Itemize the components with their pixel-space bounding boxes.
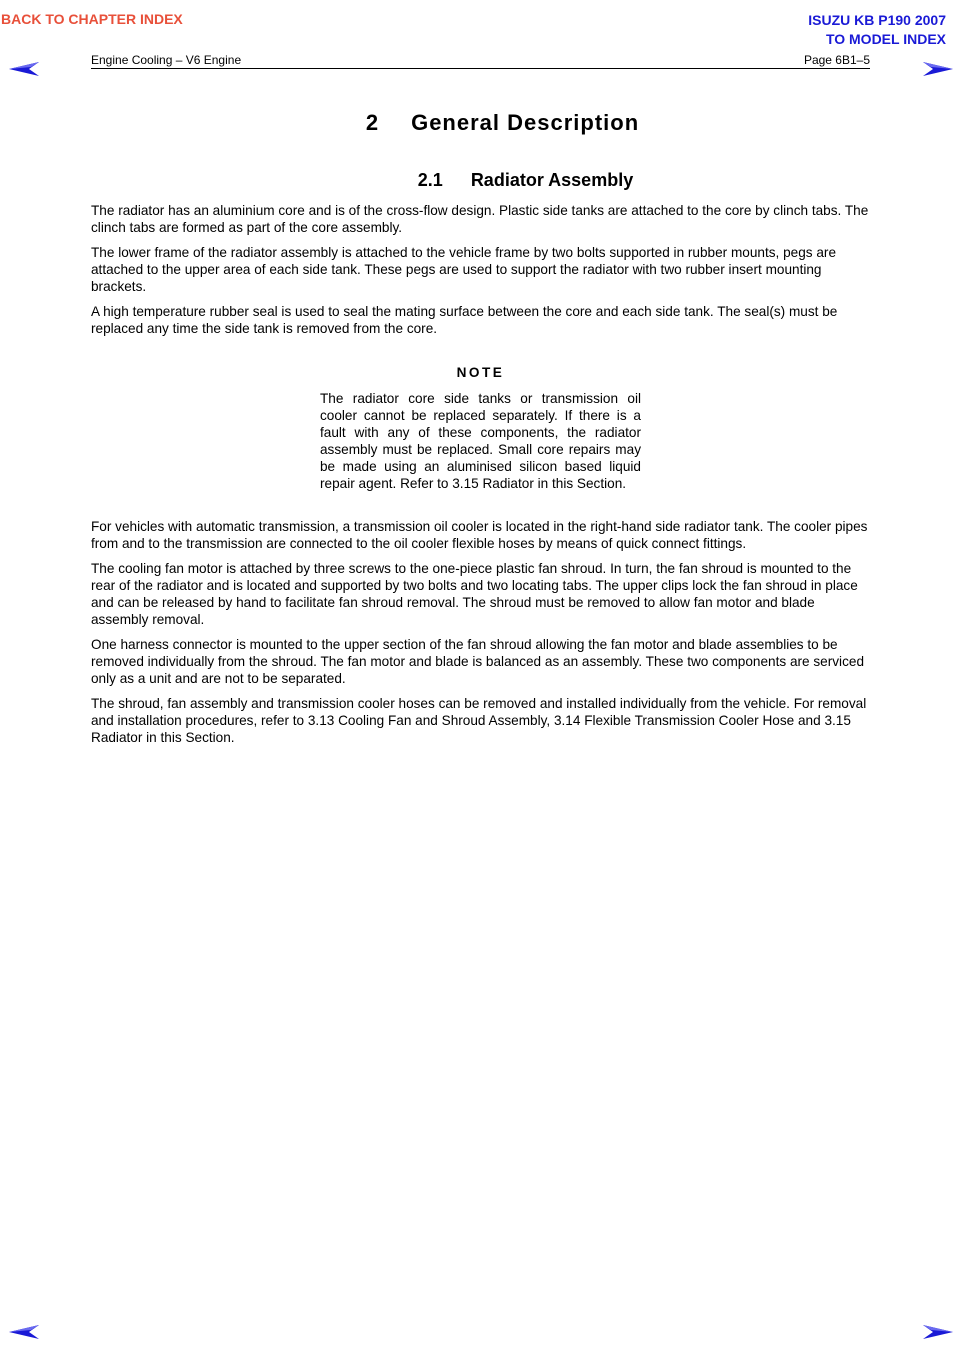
section-heading (91, 110, 870, 140)
prev-page-left-arrow-icon[interactable] (7, 59, 41, 79)
back-to-chapter-index-link[interactable]: BACK TO CHAPTER INDEX (1, 11, 183, 27)
paragraph: For vehicles with automatic transmission, a transmission oil cooler is located in the right-hand side radiator tank. The cooler pipes from and to the transmission are connected to the oil cooler flexible hoses by means of quick connect fittings. (91, 519, 868, 551)
paragraph: One harness connector is mounted to the upper section of the fan shroud allowing the fan motor and blade assemblies to be removed individually from the shroud. The fan motor and blade is balanced as an assembly. These two components are serviced only as a unit and are not to be separated. (91, 637, 864, 686)
model-title: ISUZU KB P190 2007 (808, 12, 946, 28)
section-title: General Description (411, 110, 640, 135)
note-body: The radiator core side tanks or transmission oil cooler cannot be replaced separately. If there is a fault with any of these components, the radiator assembly must be replaced. Small core repairs may be made using an aluminised silicon based liquid repair agent. Refer to 3.15 Radiator in this Section. (320, 391, 641, 491)
note-title: NOTE (456, 365, 505, 380)
subsection-title: Radiator Assembly (470, 170, 634, 190)
paragraph: The shroud, fan assembly and transmission cooler hoses can be removed and installed individually from the vehicle. For removal and installation procedures, refer to 3.13 Cooling Fan and Shroud Assembly, 3.14 Flexible Transmission Cooler Hose and 3.15 Radiator in this Section. (91, 696, 867, 745)
prev-page-left-arrow-icon-bottom[interactable] (7, 1322, 41, 1342)
model-index-link[interactable] (808, 11, 946, 49)
paragraph: The cooling fan motor is attached by three screws to the one-piece plastic fan shroud. In turn, the fan shroud is mounted to the rear of the radiator and is located and supported by two bolts and two locating tabs. The upper clips lock the fan shroud in place and can be released by hand to facilitate fan shroud removal. The shroud must be removed to allow fan motor and blade assembly removal. (91, 561, 858, 627)
next-page-right-arrow-icon-bottom[interactable] (921, 1322, 955, 1342)
subsection-heading (91, 170, 870, 196)
page-header-title: Engine Cooling – V6 Engine (91, 53, 242, 67)
page-number: Page 6B1–5 (803, 53, 870, 67)
section-number: 2 (365, 110, 380, 135)
paragraph: The lower frame of the radiator assembly is attached to the vehicle frame by two bolts supported in rubber mounts, pegs are attached to the upper area of each side tank. These pegs are used to support the radiator with two rubber insert mounting brackets. (91, 245, 837, 294)
header-divider (91, 68, 870, 69)
note-box (320, 365, 641, 492)
subsection-number: 2.1 (417, 170, 443, 190)
paragraph: The radiator has an aluminium core and is of the cross-flow design. Plastic side tanks are attached to the core by clinch tabs. The clinch tabs are formed as part of the core assembly. (91, 203, 869, 235)
next-page-right-arrow-icon[interactable] (921, 59, 955, 79)
page-content (91, 110, 870, 746)
to-model-index-label: TO MODEL INDEX (825, 31, 946, 47)
paragraph: A high temperature rubber seal is used to seal the mating surface between the core and each side tank. The seal(s) must be replaced any time the side tank is removed from the core. (91, 304, 838, 336)
